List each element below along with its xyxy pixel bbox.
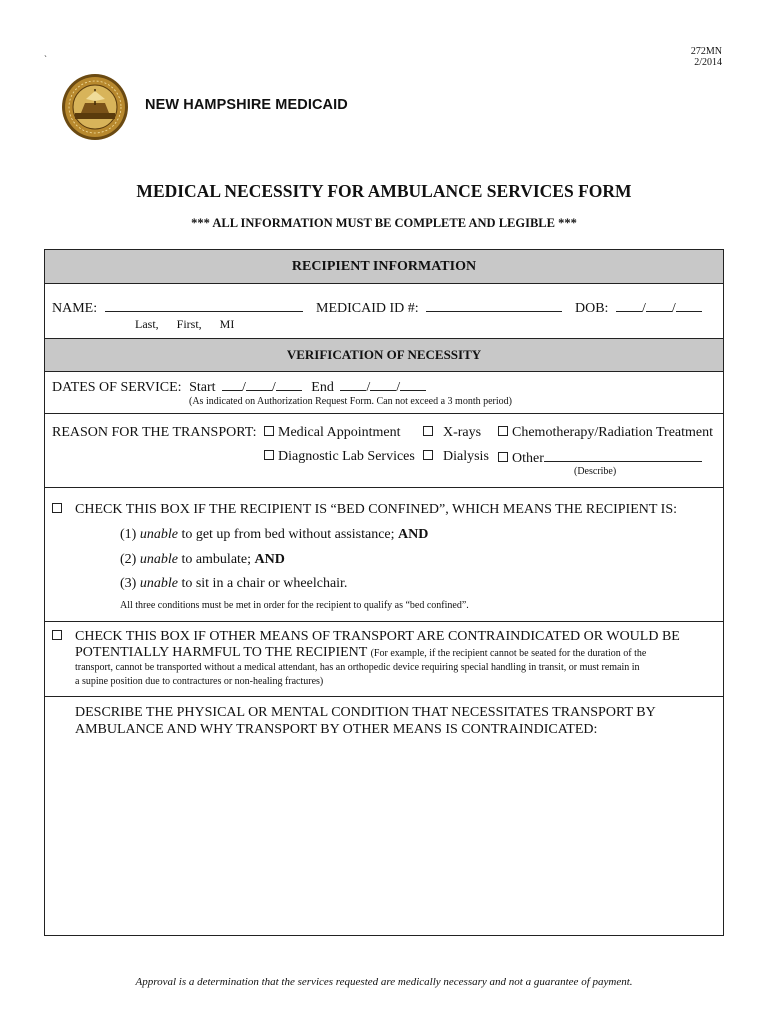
start-year-blank[interactable] [276,378,302,391]
describe-line1: DESCRIBE THE PHYSICAL OR MENTAL CONDITION THAT NECESSITATES TRANSPORT BY [75,705,656,720]
checkbox[interactable] [423,450,433,460]
medicaid-id-blank[interactable] [426,299,562,312]
option-medical-appointment[interactable] [264,425,400,441]
start-label: Start [189,380,216,395]
form-title: MEDICAL NECESSITY FOR AMBULANCE SERVICES FORM [136,181,632,201]
contraindicated-label-line1: CHECK THIS BOX IF OTHER MEANS OF TRANSPORT ARE CONTRAINDICATED OR WOULD BE [75,629,680,644]
describe-line2: AMBULANCE AND WHY TRANSPORT BY OTHER MEANS IS CONTRAINDICATED: [75,722,598,737]
end-year-blank[interactable] [400,378,426,391]
contraindicated-line2: POTENTIALLY HARMFUL TO THE RECIPIENT (For example, if the recipient cannot be seated for the duration of the [75,645,647,660]
name-label: NAME: [52,301,98,316]
divider [45,696,723,697]
divider [45,487,723,488]
start-day-blank[interactable] [246,378,272,391]
verification-of-necessity-header: VERIFICATION OF NECESSITY [45,338,723,372]
bed-confined-label: CHECK THIS BOX IF THE RECIPIENT IS “BED CONFINED”, WHICH MEANS THE RECIPIENT IS: [75,502,678,517]
form-subtitle: *** ALL INFORMATION MUST BE COMPLETE AND LEGIBLE *** [191,216,577,230]
name-field[interactable] [52,299,303,317]
option-chemotherapy[interactable] [498,425,713,441]
dob-label: DOB: [575,301,609,316]
contraindicated-example-b: transport, cannot be transported without a medical attendant, has an orthopedic device requiring special handling in transit, or must remain in [75,662,640,673]
condition-2: (2) unable to ambulate; AND [120,552,285,567]
condition-3: (3) unable to sit in a chair or wheelchair. [120,576,348,591]
describe-hint: (Describe) [574,466,617,477]
checkbox[interactable] [264,426,274,436]
medicaid-id-label: MEDICAID ID #: [316,301,419,316]
end-label: End [311,380,334,395]
checkbox[interactable] [498,426,508,436]
contraindicated-example-c: a supine position due to contractures or non-healing fractures) [75,676,324,687]
dates-of-service-note: (As indicated on Authorization Request Form. Can not exceed a 3 month period) [189,396,512,407]
dob-year-blank[interactable] [676,299,702,312]
dates-of-service-label: DATES OF SERVICE: [52,380,182,395]
option-other[interactable] [498,449,702,467]
end-month-blank[interactable] [340,378,366,391]
state-seal-logo [61,73,129,141]
checkbox[interactable] [423,426,433,436]
contraindicated-checkbox[interactable] [52,630,62,640]
stray-mark: ` [44,54,47,64]
recipient-information-header: RECIPIENT INFORMATION [45,250,723,284]
option-dialysis[interactable] [423,449,489,465]
agency-name: NEW HAMPSHIRE MEDICAID [145,97,348,113]
form-number: 272MN [690,46,722,57]
name-blank[interactable] [105,299,303,312]
option-label: Other [512,451,544,466]
divider [45,621,723,622]
bed-confined-checkbox[interactable] [52,503,62,513]
option-label: X-rays [443,425,482,440]
dates-of-service-field[interactable]: DATES OF SERVICE: Start / / End / / [52,378,426,396]
option-label: Diagnostic Lab Services [278,449,415,464]
condition-1: (1) unable to get up from bed without assistance; AND [120,527,429,542]
form-number-block [691,46,722,68]
dob-month-blank[interactable] [616,299,642,312]
checkbox[interactable] [264,450,274,460]
form-date: 2/2014 [694,57,722,68]
option-xrays[interactable] [423,425,481,441]
form-frame [44,249,724,936]
option-label: Dialysis [443,449,489,464]
describe-answer-area[interactable] [53,746,713,926]
dob-day-blank[interactable] [646,299,672,312]
dob-field[interactable]: DOB: / / [575,299,702,317]
approval-footer: Approval is a determination that the services requested are medically necessary and not a guarantee of payment. [135,976,633,988]
medicaid-id-field[interactable] [316,299,562,317]
checkbox[interactable] [498,452,508,462]
option-label: Medical Appointment [278,425,401,440]
bed-confined-row[interactable] [52,502,677,518]
end-day-blank[interactable] [370,378,396,391]
name-hint: Last, First, MI [135,317,235,331]
reason-label: REASON FOR THE TRANSPORT: [52,425,257,440]
option-label: Chemotherapy/Radiation Treatment [512,425,714,440]
other-describe-blank[interactable] [544,449,702,462]
divider [45,413,723,414]
bed-confined-note: All three conditions must be met in order for the recipient to qualify as “bed confined”. [120,600,469,611]
contraindicated-row[interactable] [52,629,680,645]
start-month-blank[interactable] [222,378,242,391]
option-diagnostic-lab[interactable] [264,449,415,465]
